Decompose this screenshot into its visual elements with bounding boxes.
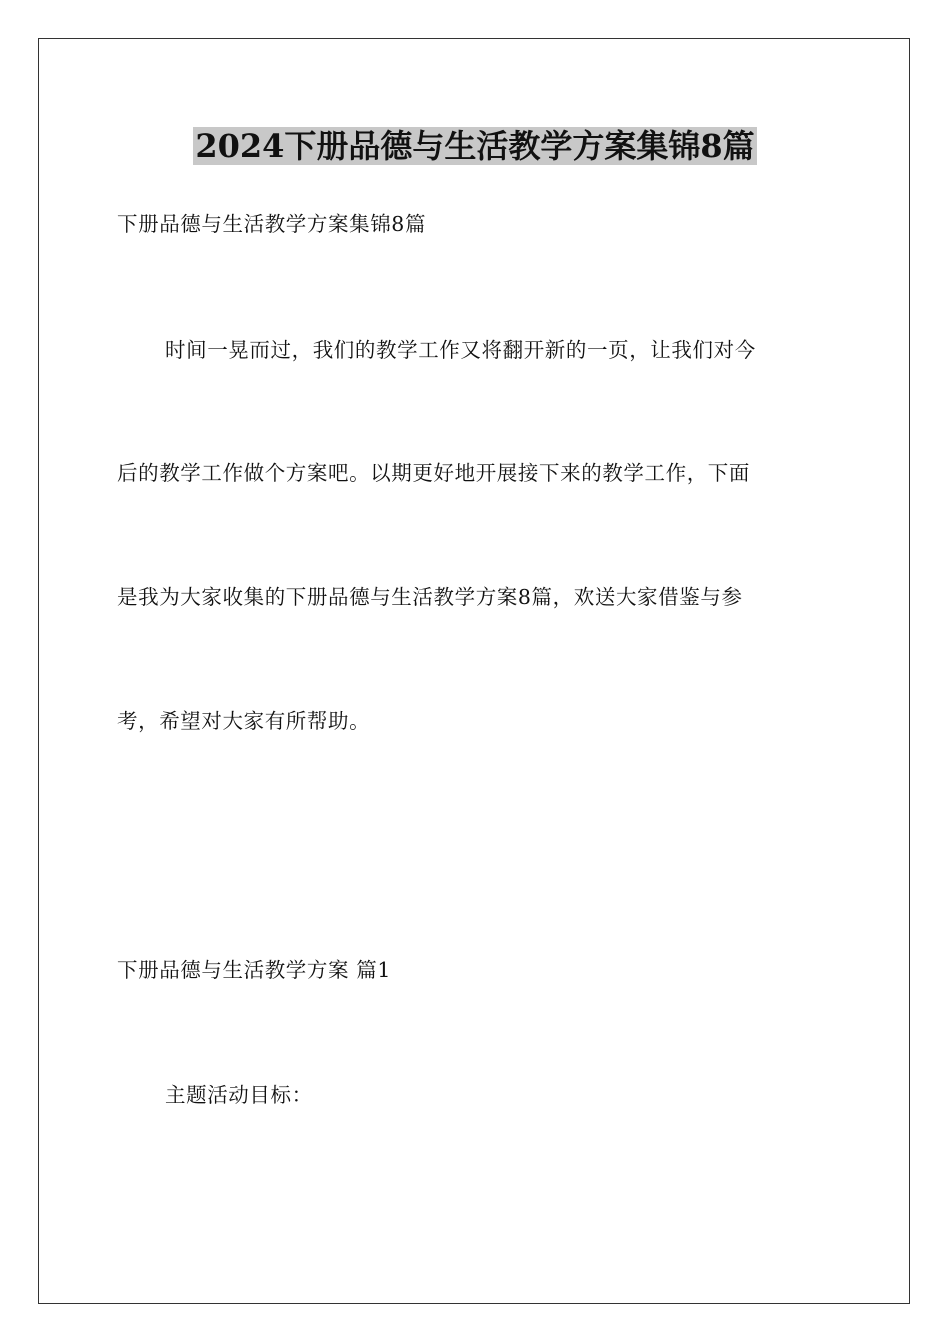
- document-title: [0, 124, 950, 168]
- section-heading: 下册品德与生活教学方案 篇1: [117, 958, 391, 982]
- intro-line-3: 是我为大家收集的下册品德与生活教学方案8篇，欢送大家借鉴与参: [117, 585, 743, 609]
- intro-line-4: 考，希望对大家有所帮助。: [117, 709, 371, 733]
- document-title-text: 2024下册品德与生活教学方案集锦8篇: [195, 127, 755, 165]
- section-item: 主题活动目标：: [165, 1083, 313, 1107]
- intro-line-2: 后的教学工作做个方案吧。以期更好地开展接下来的教学工作，下面: [117, 461, 750, 485]
- intro-line-1: 时间一晃而过，我们的教学工作又将翻开新的一页，让我们对今: [165, 338, 756, 362]
- document-subtitle: 下册品德与生活教学方案集锦8篇: [117, 212, 427, 236]
